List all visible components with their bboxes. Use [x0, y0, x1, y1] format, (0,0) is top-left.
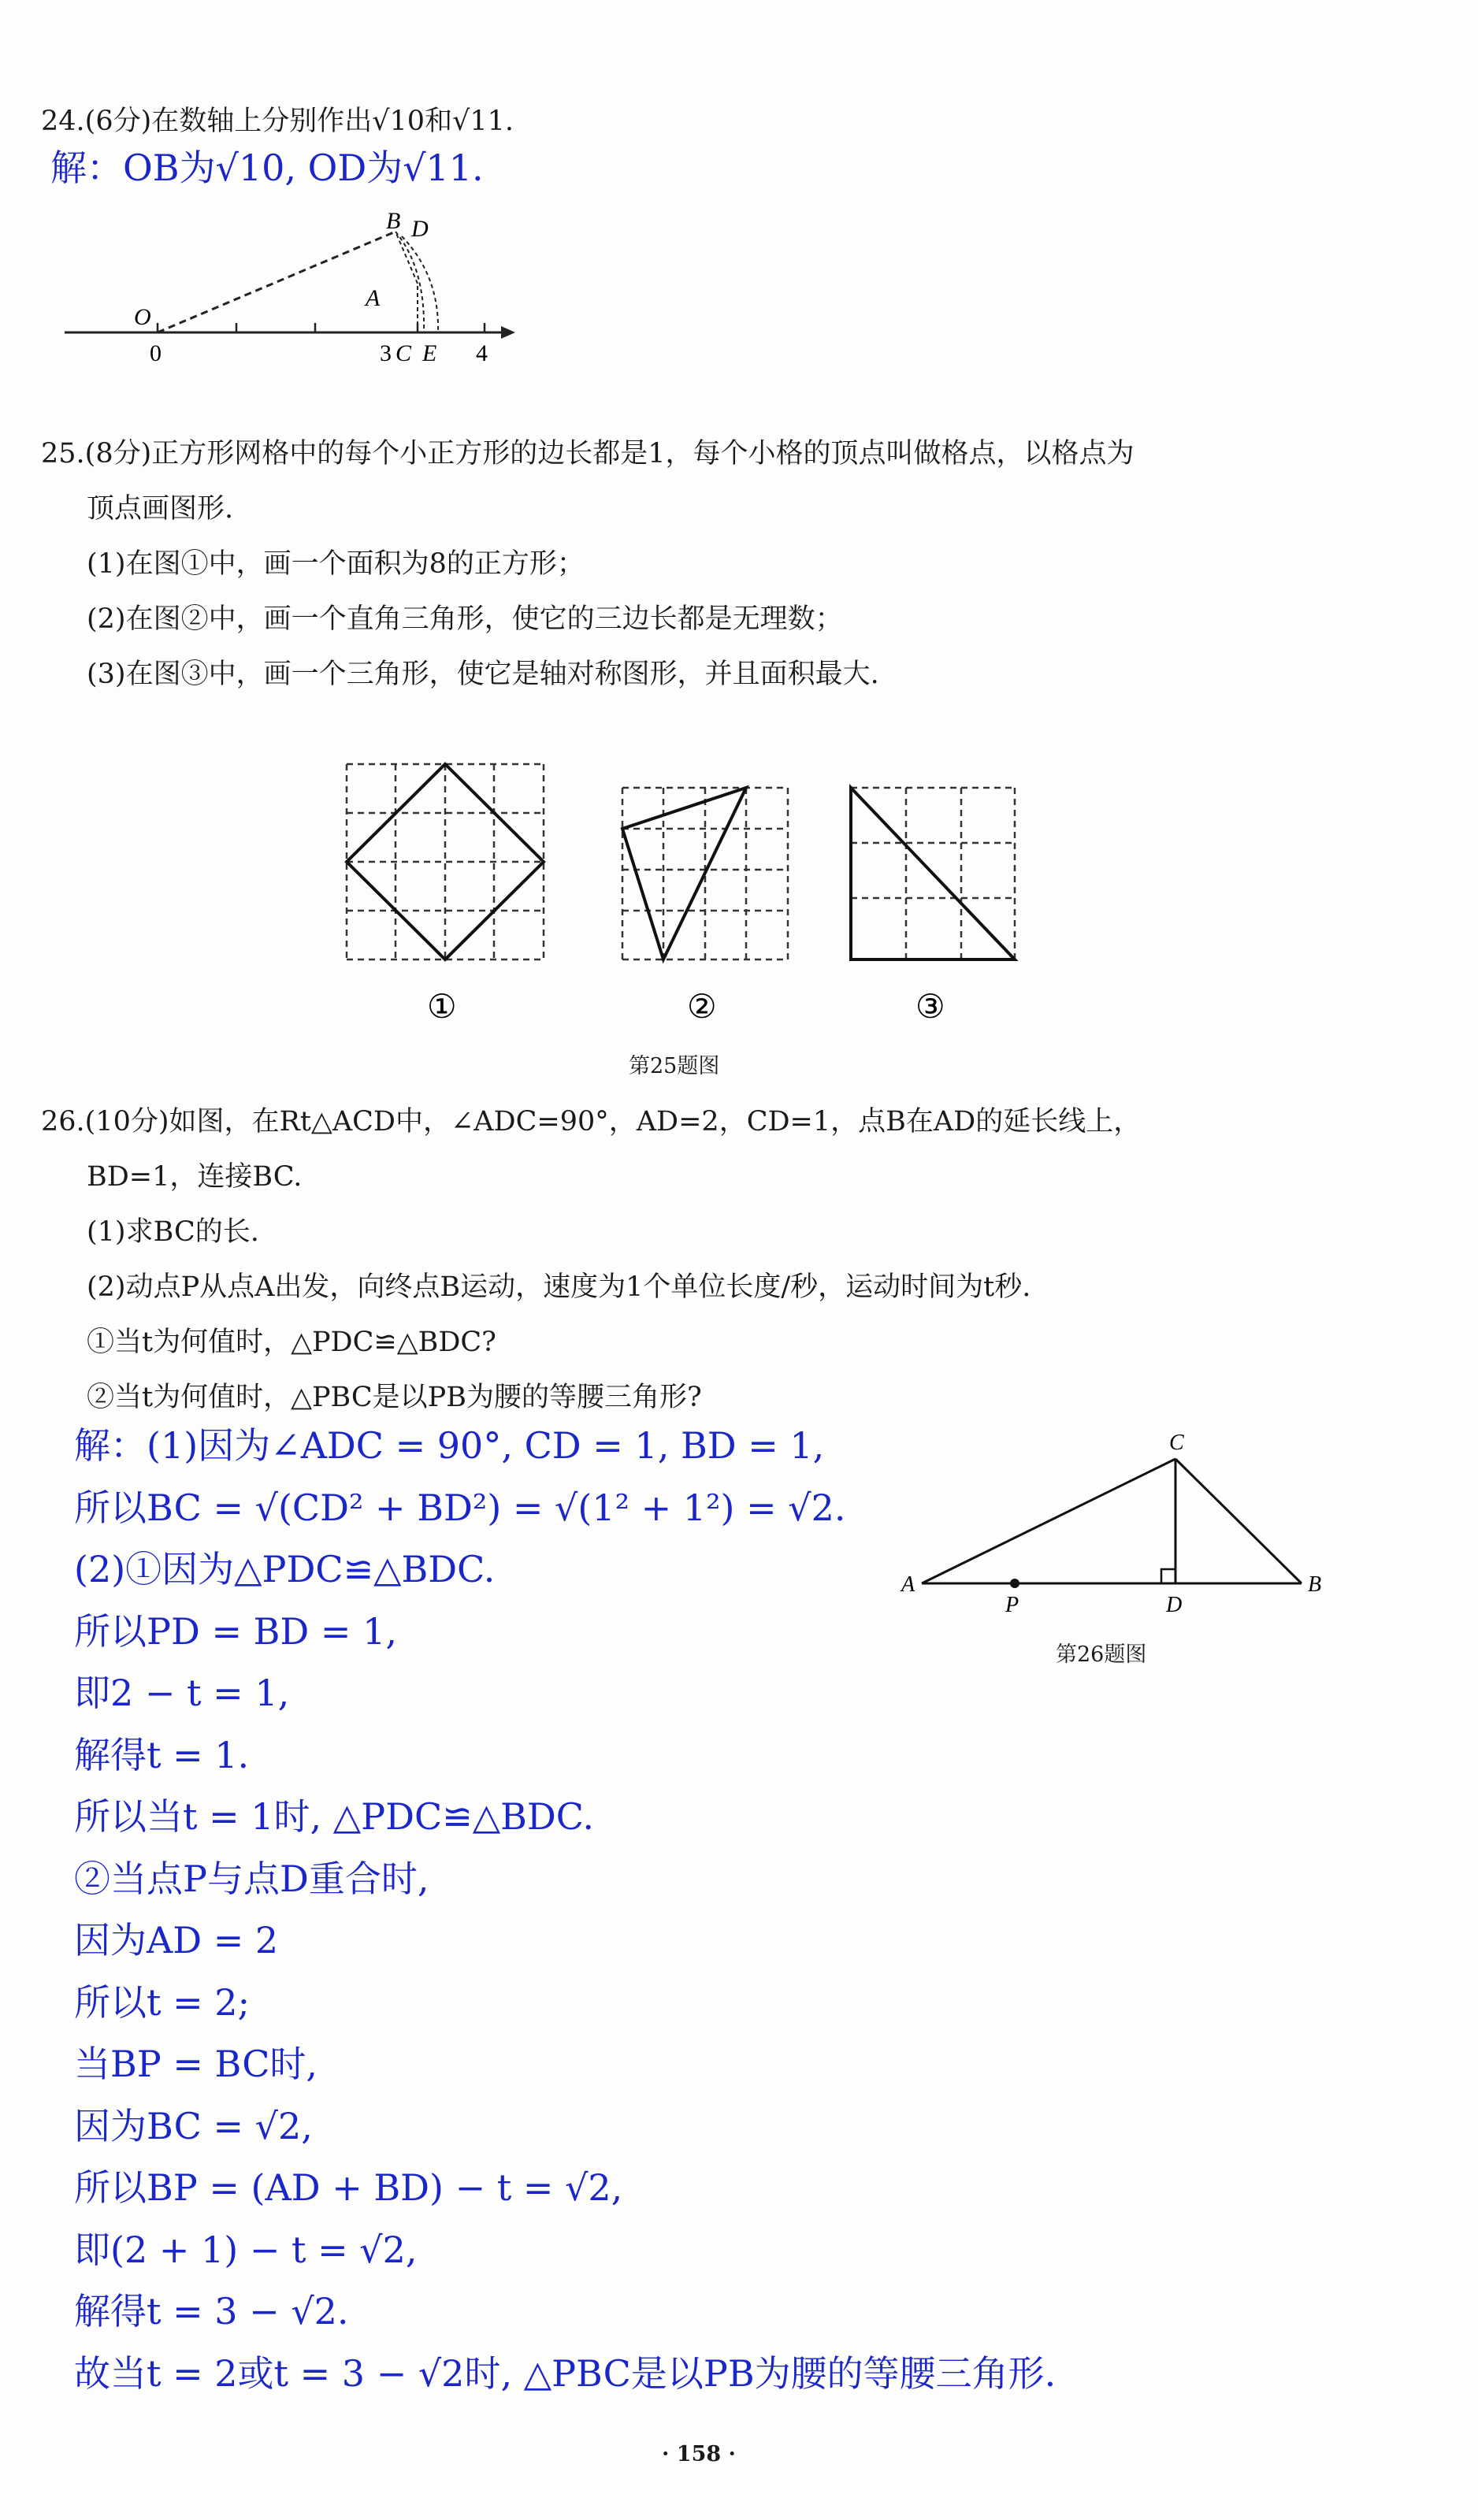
q26-triangle-figure — [898, 1426, 1339, 1631]
q26-answer-line: 所以BP = (AD + BD) − t = √2, — [74, 2166, 623, 2209]
right-triangle — [622, 788, 746, 959]
q26-answer-line: 所以BC = √(CD² + BD²) = √(1² + 1²) = √2. — [74, 1486, 846, 1529]
q26-line1: 26.(10分)如图，在Rt△ACD中，∠ADC=90°，AD=2，CD=1，点B在AD的延长线上， — [41, 1106, 1142, 1138]
q26-caption: 第26题图 — [1056, 1642, 1147, 1667]
q26-answer-line: 解得t = 3 − √2. — [74, 2290, 349, 2333]
point-P — [1010, 1579, 1019, 1588]
label-C: C — [1169, 1431, 1184, 1455]
label-B: B — [1308, 1572, 1322, 1597]
label-D: D — [1166, 1593, 1183, 1617]
q26-answer-line: 所以PD = BD = 1, — [74, 1609, 397, 1653]
label-A: A — [366, 285, 381, 311]
q26-answer-line: ②当点P与点D重合时, — [74, 1857, 429, 1900]
q26-sub1: ①当t为何值时，△PDC≌△BDC? — [87, 1327, 496, 1358]
q26-line2: BD=1，连接BC. — [87, 1161, 303, 1193]
figure-label-3: ③ — [915, 989, 945, 1026]
label-A: A — [901, 1572, 915, 1597]
figure-label-1: ① — [427, 989, 457, 1026]
q26-answer-line: 因为AD = 2 — [74, 1919, 279, 1961]
label-D: D — [411, 216, 429, 242]
q26-answer-line: (2)①因为△PDC≌△BDC. — [74, 1548, 496, 1590]
q25-part2: (2)在图②中，画一个直角三角形，使它的三边长都是无理数； — [87, 603, 843, 635]
q25-grid-figures — [331, 756, 1040, 1040]
grid-figure-1 — [347, 764, 544, 959]
label-O: O — [134, 304, 151, 330]
q26-sub2: ②当t为何值时，△PBC是以PB为腰的等腰三角形? — [87, 1382, 702, 1413]
q26-answer-line: 所以t = 2; — [74, 1980, 251, 2024]
q25-part3: (3)在图③中，画一个三角形，使它是轴对称图形，并且面积最大. — [87, 659, 879, 690]
q26-part1: (1)求BC的长. — [87, 1216, 259, 1248]
q26-answer-line: 解得t = 1. — [74, 1733, 250, 1776]
q24-number-line-figure — [55, 205, 528, 370]
tick-label-0: 0 — [150, 340, 162, 366]
q26-part2: (2)动点P从点A出发，向终点B运动，速度为1个单位长度/秒，运动时间为t秒. — [87, 1271, 1031, 1303]
isosceles-right-triangle — [851, 788, 1015, 959]
label-E: E — [422, 340, 437, 366]
q26-answer-line: 故当t = 2或t = 3 − √2时, △PBC是以PB为腰的等腰三角形. — [74, 2351, 1057, 2395]
q26-answer-line: 所以当t = 1时, △PDC≌△BDC. — [74, 1795, 594, 1838]
label-B: B — [386, 208, 401, 234]
q25-line1: 25.(8分)正方形网格中的每个小正方形的边长都是1，每个小格的顶点叫做格点，以格点为 — [41, 438, 1134, 469]
figure-label-2: ② — [687, 989, 717, 1026]
q24-text: 24.(6分)在数轴上分别作出√10和√11. — [41, 106, 514, 137]
label-C: C — [395, 340, 412, 366]
q25-line2: 顶点画图形. — [87, 493, 234, 525]
tick-label-4: 4 — [476, 340, 488, 366]
label-P: P — [1005, 1593, 1019, 1617]
q24-answer: 解：OB为√10, OD为√11. — [50, 147, 484, 189]
q26-answer-line: 当BP = BC时, — [74, 2043, 318, 2085]
q26-answer-line: 解：(1)因为∠ADC = 90°, CD = 1, BD = 1, — [74, 1424, 825, 1467]
q26-answer-line: 因为BC = √2, — [74, 2104, 313, 2147]
page-number: · 158 · — [662, 2442, 736, 2466]
q26-answer-line: 即(2 + 1) − t = √2, — [74, 2228, 418, 2271]
q25-caption: 第25题图 — [629, 1054, 720, 1078]
tick-label-3: 3 — [380, 340, 392, 366]
q26-answer-line: 即2 − t = 1, — [74, 1672, 290, 1714]
q25-part1: (1)在图①中，画一个面积为8的正方形； — [87, 548, 585, 580]
